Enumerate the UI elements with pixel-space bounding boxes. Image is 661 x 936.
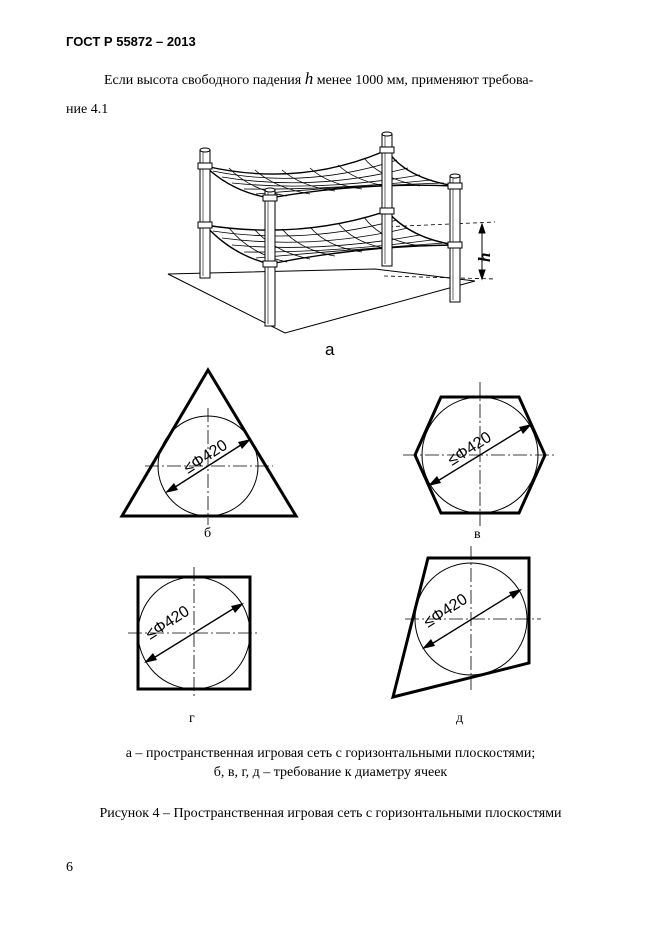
figure-label-v: в — [474, 527, 481, 542]
figure-label-d: д — [456, 711, 464, 726]
lower-net — [205, 211, 455, 264]
net-illustration — [168, 132, 495, 333]
body-text-end: менее 1000 мм, применяют требова- — [313, 73, 534, 88]
cell-square — [128, 567, 260, 699]
diameter-label: ≤Φ420 — [142, 602, 193, 644]
figure-caption: Рисунок 4 – Пространственная игровая сеть с горизонтальными плоскостями — [99, 806, 562, 821]
page-number: 6 — [66, 860, 73, 875]
body-paragraph-line2: ние 4.1 — [66, 102, 109, 117]
cell-quadrilateral — [393, 546, 541, 697]
ground-plane — [168, 269, 475, 333]
figure-label-g: г — [189, 711, 195, 726]
height-dimension-label: h — [475, 252, 494, 262]
post-back-right — [380, 132, 394, 266]
diameter-label: ≤Φ420 — [180, 436, 231, 478]
figure-label-b: б — [204, 526, 212, 541]
document-header: ГОСТ Р 55872 – 2013 — [66, 34, 196, 49]
diameter-label: ≤Φ420 — [420, 590, 471, 632]
figure-label-a: а — [325, 340, 335, 359]
body-text-start: Если высота свободного падения — [104, 73, 305, 88]
height-symbol: h — [304, 69, 314, 88]
upper-net — [205, 150, 455, 198]
post-back-left — [198, 148, 212, 278]
post-front-right — [448, 174, 462, 302]
cell-triangle — [122, 370, 296, 525]
diameter-label: ≤Φ420 — [444, 428, 495, 470]
post-front-left — [263, 188, 277, 326]
cell-hexagon — [403, 382, 557, 526]
figure-legend-line2: б, в, г, д – требование к диаметру ячеек — [213, 765, 448, 780]
figure-legend-line1: а – пространственная игровая сеть с горизонтальными плоскостями; — [125, 746, 536, 761]
